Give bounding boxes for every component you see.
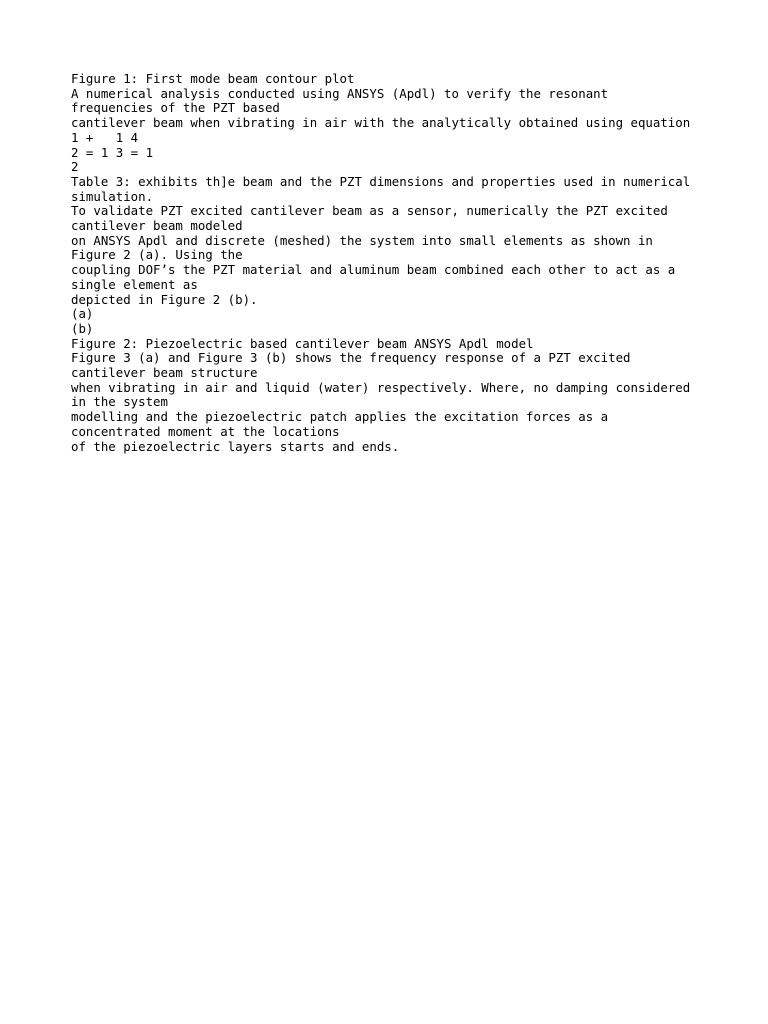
subfigure-label-a: (a) bbox=[71, 306, 94, 322]
text-line: cantilever beam when vibrating in air with the analytically obtained using equation bbox=[71, 115, 691, 131]
subfigure-label-b: (b) bbox=[71, 320, 94, 336]
equation-line: 1 + 1 4 bbox=[71, 129, 139, 145]
text-line: Figure 2 (a). Using the bbox=[71, 247, 243, 263]
text-line: depicted in Figure 2 (b). bbox=[71, 291, 258, 307]
text-line: frequencies of the PZT based bbox=[71, 100, 280, 116]
table-3-reference: Table 3: exhibits th]e beam and the PZT dimensions and properties used in numerical bbox=[71, 173, 691, 189]
text-line: modelling and the piezoelectric patch applies the excitation forces as a bbox=[71, 409, 609, 425]
figure-1-caption: Figure 1: First mode beam contour plot bbox=[71, 71, 355, 86]
text-line: concentrated moment at the locations bbox=[71, 423, 340, 439]
text-line: To validate PZT excited cantilever beam as a sensor, numerically the PZT excited bbox=[71, 203, 668, 219]
text-line: simulation. bbox=[71, 188, 154, 204]
equation-line: 2 = 1 3 = 1 bbox=[71, 144, 154, 160]
text-line: Figure 3 (a) and Figure 3 (b) shows the frequency response of a PZT excited bbox=[71, 350, 631, 366]
text-line: in the system bbox=[71, 394, 168, 410]
equation-line: 2 bbox=[71, 159, 79, 175]
text-line: cantilever beam modeled bbox=[71, 218, 243, 234]
text-line: of the piezoelectric layers starts and ends. bbox=[71, 438, 400, 454]
text-line: on ANSYS Apdl and discrete (meshed) the system into small elements as shown in bbox=[71, 232, 653, 248]
text-line: coupling DOF’s the PZT material and aluminum beam combined each other to act as a bbox=[71, 262, 676, 278]
text-line: single element as bbox=[71, 276, 198, 292]
text-line: A numerical analysis conducted using ANSYS (Apdl) to verify the resonant bbox=[71, 85, 609, 101]
text-line: cantilever beam structure bbox=[71, 365, 258, 381]
figure-2-caption: Figure 2: Piezoelectric based cantilever beam ANSYS Apdl model bbox=[71, 335, 534, 351]
text-line: when vibrating in air and liquid (water) respectively. Where, no damping considered bbox=[71, 379, 691, 395]
document-body bbox=[71, 72, 711, 454]
